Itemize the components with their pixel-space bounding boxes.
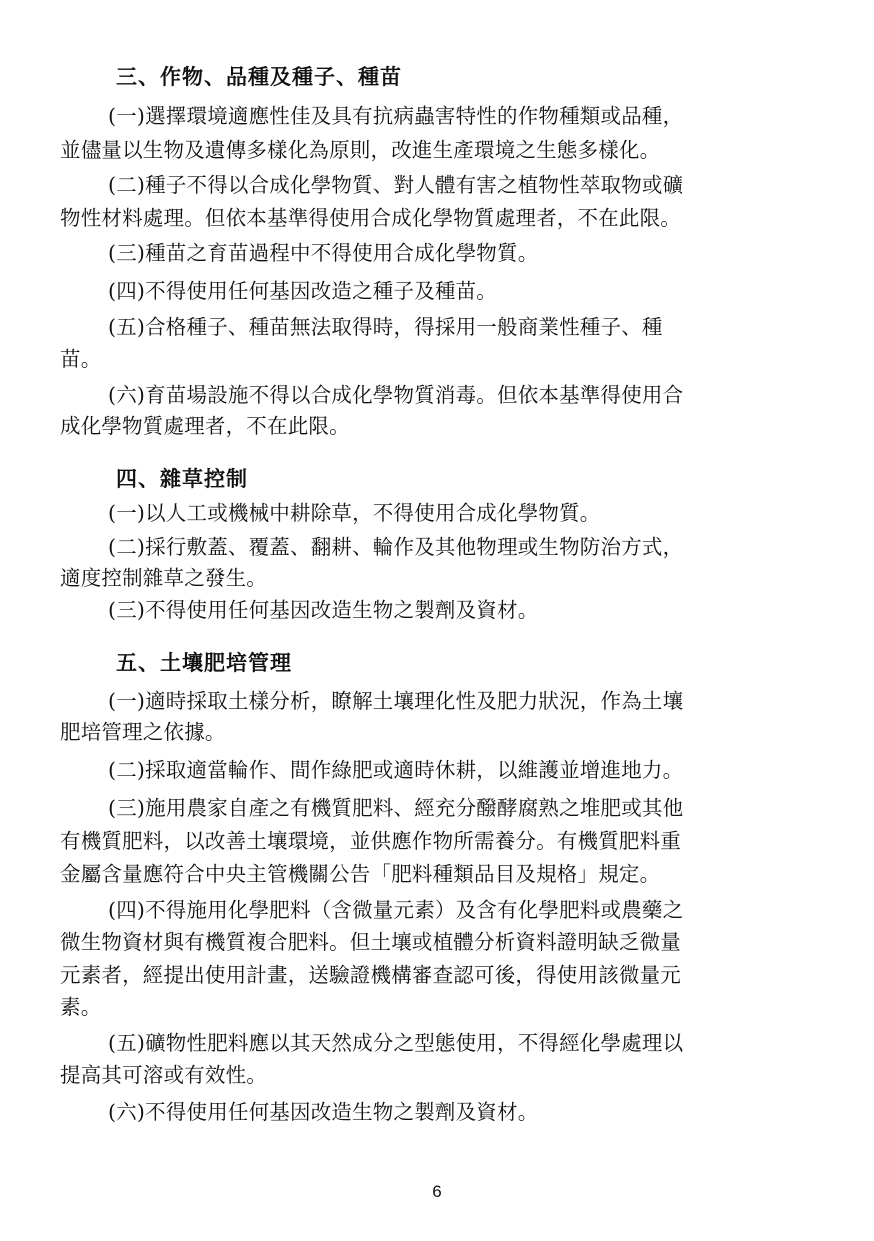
paragraph-line: (二)採行敷蓋、覆蓋、翻耕、輪作及其他物理或生物防治方式， bbox=[108, 535, 684, 559]
paragraph-line: 成化學物質處理者，不在此限。 bbox=[60, 414, 350, 438]
paragraph-line: (二)採取適當輪作、間作綠肥或適時休耕，以維護並增進地力。 bbox=[108, 758, 684, 782]
paragraph-line: 素。 bbox=[60, 995, 102, 1019]
paragraph-line: 微生物資材與有機質複合肥料。但土壤或植體分析資料證明缺乏微量 bbox=[60, 930, 681, 954]
paragraph-line: 物性材料處理。但依本基準得使用合成化學物質處理者，不在此限。 bbox=[60, 206, 681, 230]
section-heading-4: 四、雜草控制 bbox=[116, 466, 248, 491]
paragraph-line: (四)不得施用化學肥料（含微量元素）及含有化學肥料或農藥之 bbox=[108, 898, 684, 922]
paragraph-line: (三)種苗之育苗過程中不得使用合成化學物質。 bbox=[108, 241, 539, 265]
paragraph-line: 金屬含量應符合中央主管機關公告「肥料種類品目及規格」規定。 bbox=[60, 862, 661, 886]
paragraph-line: 苗。 bbox=[60, 347, 102, 371]
paragraph-line: (五)礦物性肥料應以其天然成分之型態使用，不得經化學處理以 bbox=[108, 1031, 684, 1055]
paragraph-line: 元素者，經提出使用計畫，送驗證機構審查認可後，得使用該微量元 bbox=[60, 963, 681, 987]
paragraph-line: (三)不得使用任何基因改造生物之製劑及資材。 bbox=[108, 598, 539, 622]
section-heading-5: 五、土壤肥培管理 bbox=[116, 650, 292, 675]
paragraph-line: (一)以人工或機械中耕除草，不得使用合成化學物質。 bbox=[108, 501, 601, 525]
section-heading-3: 三、作物、品種及種子、種苗 bbox=[116, 64, 402, 89]
paragraph-line: (六)不得使用任何基因改造生物之製劑及資材。 bbox=[108, 1100, 539, 1124]
paragraph-line: 肥培管理之依據。 bbox=[60, 720, 226, 744]
paragraph-line: (六)育苗場設施不得以合成化學物質消毒。但依本基準得使用合 bbox=[108, 383, 684, 407]
paragraph-line: (五)合格種子、種苗無法取得時，得採用一般商業性種子、種 bbox=[108, 315, 663, 339]
paragraph-line: 並儘量以生物及遺傳多樣化為原則，改進生產環境之生態多樣化。 bbox=[60, 138, 661, 162]
paragraph-line: 有機質肥料，以改善土壤環境，並供應作物所需養分。有機質肥料重 bbox=[60, 829, 681, 853]
paragraph-line: (二)種子不得以合成化學物質、對人體有害之植物性萃取物或礦 bbox=[108, 173, 684, 197]
paragraph-line: (四)不得使用任何基因改造之種子及種苗。 bbox=[108, 279, 497, 303]
paragraph-line: (一)適時採取土樣分析，瞭解土壤理化性及肥力狀況，作為土壤 bbox=[108, 689, 684, 713]
paragraph-line: 適度控制雜草之發生。 bbox=[60, 566, 267, 590]
paragraph-line: (三)施用農家自產之有機質肥料、經充分醱酵腐熟之堆肥或其他 bbox=[108, 796, 684, 820]
paragraph-line: 提高其可溶或有效性。 bbox=[60, 1063, 267, 1087]
paragraph-line: (一)選擇環境適應性佳及具有抗病蟲害特性的作物種類或品種， bbox=[108, 104, 684, 128]
page-number: 6 bbox=[432, 1182, 442, 1201]
